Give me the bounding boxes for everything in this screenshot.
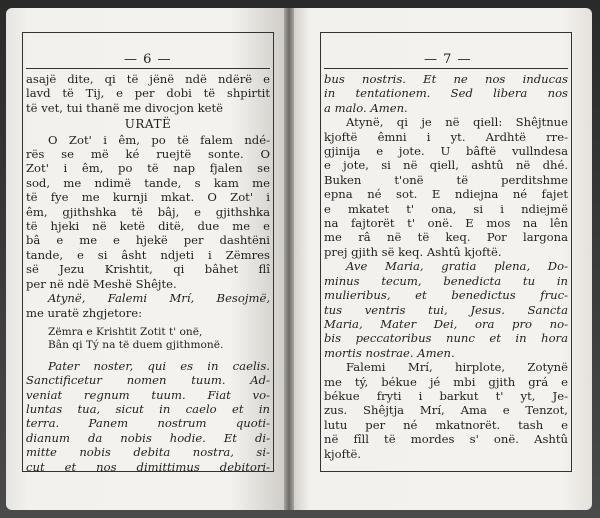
right-page-number: — 7 — xyxy=(424,52,472,67)
text-line: na fajtorët t' onë. E mos na lên xyxy=(324,216,568,231)
left-page-number: — 6 — xyxy=(124,52,172,67)
latin-line: Ave Maria, gratia plena, Do- xyxy=(346,259,568,274)
text-line: prej gjith së keq. Ashtû kjoftë. xyxy=(324,244,502,259)
latin-line: dianum da nobis hodie. Et di- xyxy=(26,430,270,445)
small-text-line: Zëmra e Krishtit Zotit t' onë, xyxy=(48,325,203,338)
latin-line: a malo. Amen. xyxy=(324,100,408,115)
text-line: e jote, si në qiell, ashtû në dhé. xyxy=(324,158,568,173)
latin-line: mortis nostrae. Amen. xyxy=(324,345,455,360)
right-page-text xyxy=(324,72,568,461)
right-header-rule xyxy=(324,68,568,69)
book-gutter xyxy=(284,8,294,510)
small-text-line: Bân qi Tý na të duem gjithmonë. xyxy=(48,339,224,352)
text-line: e mkatet t' ona, si i ndiejmë xyxy=(324,201,568,216)
text-line: tande, e si âsht ndjeti i Zëmres xyxy=(26,247,270,262)
latin-line: mulieribus, et benedictus fruc- xyxy=(324,288,568,303)
text-line: bâ e me e hjekë per dashtëni xyxy=(26,233,270,248)
text-line: së Jezu Krishtit, qi bâhet flî xyxy=(26,262,270,277)
latin-line: tus ventris tui, Jesus. Sancta xyxy=(324,302,568,317)
text-line: me râ në të keq. Por largona xyxy=(324,230,568,245)
text-line: Zot' i êm, po të nap fjalen se xyxy=(26,161,270,176)
text-line: asajë dite, qi të jënë ndë ndërë e xyxy=(26,72,270,86)
latin-line: cut et nos dimittimus debitori- xyxy=(26,459,270,474)
text-line-italic: Atynë, Falemi Mrí, Besojmë, xyxy=(48,291,270,306)
latin-line: in tentationem. Sed libera nos xyxy=(324,86,568,101)
text-line: në fîll të mordes s' onë. Ashtû xyxy=(324,432,568,447)
text-line: per në ndë Meshë Shêjte. xyxy=(26,276,177,291)
text-line: kjoftë êmni i yt. Ardhtë rre- xyxy=(324,129,568,144)
text-line: lutu per né mkatnorët. tash e xyxy=(324,417,568,432)
text-line: të vet, tui thanë me divocjon ketë xyxy=(26,100,224,115)
text-line: me tý, békue jé mbi gjith grá e xyxy=(324,374,568,389)
latin-line: luntas tua, sicut in caelo et in xyxy=(26,401,270,416)
text-line: kjoftë. xyxy=(324,446,362,461)
left-page-text xyxy=(26,72,270,474)
latin-line: Sanctificetur nomen tuum. Ad- xyxy=(26,373,270,388)
latin-line: Maria, Mater Dei, ora pro no- xyxy=(324,316,568,331)
text-line: të hjeki në ketë ditë, due me e xyxy=(26,219,270,234)
text-line: sod, me ndimë tande, s kam me xyxy=(26,175,270,190)
text-line: Atynë, qi je në qiell: Shêjtnue xyxy=(346,115,568,130)
latin-line: terra. Panem nostrum quoti- xyxy=(26,416,270,431)
left-header-rule xyxy=(26,68,270,69)
text-line: êm, gjithshka të bâj, e gjithshka xyxy=(26,204,270,219)
text-line: epna né sot. E ndiejna né fajet xyxy=(324,187,568,202)
text-line: Falemi Mrí, hirplote, Zotynë xyxy=(346,360,568,375)
text-line: gjinija e jote. U bâftë vullndesa xyxy=(324,144,568,159)
text-line: O Zot' i êm, po të falem ndé- xyxy=(48,132,270,147)
latin-line: veniat regnum tuum. Fiat vo- xyxy=(26,387,270,402)
latin-line: bus nostris. Et ne nos inducas xyxy=(324,72,568,86)
latin-line: Pater noster, qui es in caelis. xyxy=(48,358,270,373)
section-heading: URATË xyxy=(124,117,172,132)
latin-line: bis peccatoribus nunc et in hora xyxy=(324,331,568,346)
text-line: me uratë zhgjetore: xyxy=(26,305,143,320)
text-line: lavd të Tij, e per dobi të shpirtit xyxy=(26,86,270,101)
text-line: zus. Shêjtja Mrí, Ama e Tenzot, xyxy=(324,403,568,418)
latin-line: mitte nobis debita nostra, si- xyxy=(26,445,270,460)
text-line: të fye me kurnji mkat. O Zot' i xyxy=(26,190,270,205)
text-line: békue fryti i barkut t' yt, Je- xyxy=(324,388,568,403)
text-line: rës se më ké ruejtë sonte. O xyxy=(26,147,270,162)
latin-line: minus tecum, benedicta tu in xyxy=(324,273,568,288)
text-line: Buken t'onë të perditshme xyxy=(324,172,568,187)
